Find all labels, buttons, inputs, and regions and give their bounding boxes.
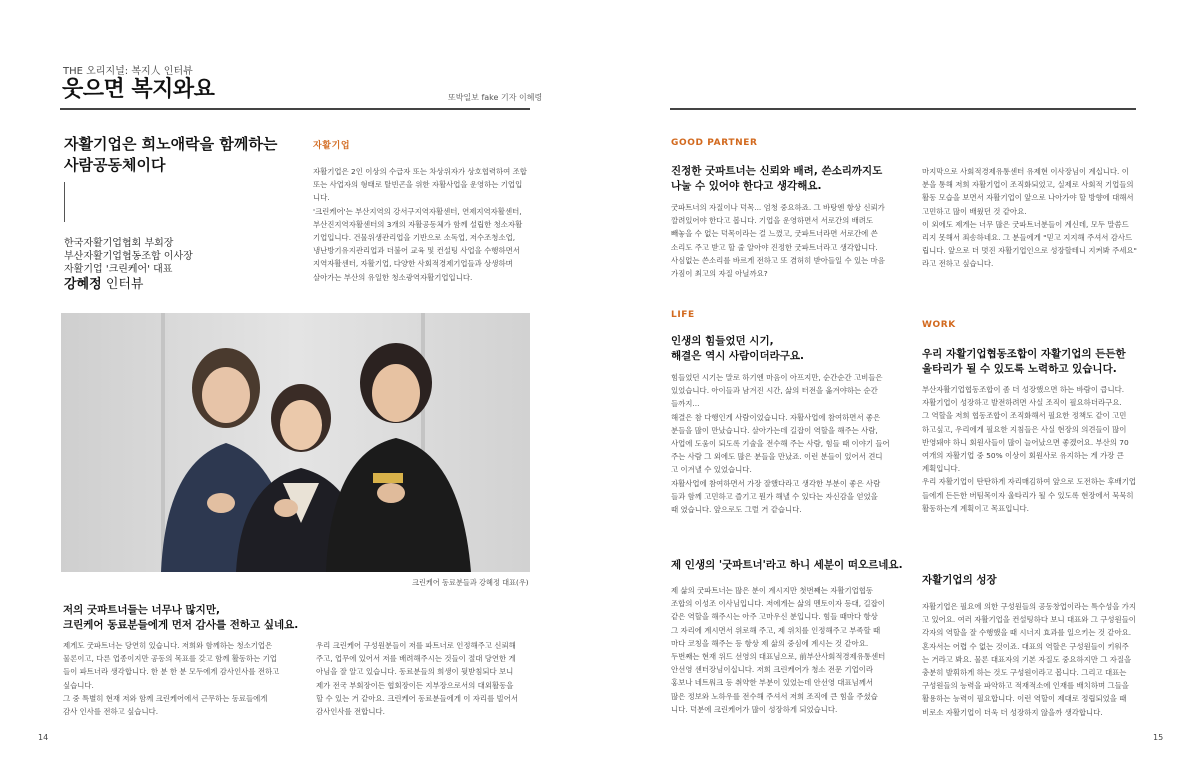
lead-heading: 자활기업은 희노애락을 함께하는 사람공동체이다: [64, 135, 278, 174]
work-text: 부산자활기업협동조합이 좀 더 성장했으면 하는 바람이 큽니다. 자활기업이 성장하고 발전하려면 사실 조직이 필요하더라구요. 그 역할을 저희 협동조합이 조직화해서 필요한 정책도 같이 고민 하고싶고, 우리에게 필요한 지침들은 사실 현장의 의견들이 많이 반영돼야 하니 회원사들이 많이 늘어났으면 좋겠어요. 부산의 70 여개의 자활기업 중 50% 이상이 회원사로 유지하는 게 가장 큰 계획입니다. 우리 자활기업이 탄탄하게 자리매김하여 앞으로 도전하는 후배기업 들에게 든든한 버팀목이자 울타리가 될 수 있도록 현장에서 묵묵히 활동하는게 계획이고 목표입니다.: [922, 385, 1137, 513]
growth-heading: 자활기업의 성장: [922, 574, 997, 586]
byline: 또박일보 fake 기자 이혜령: [448, 93, 543, 102]
work-heading: 우리 자활기업협동조합이 자활기업의 든든한 울타리가 될 수 있도록 노력하고 있습니다.: [922, 348, 1126, 375]
good-partner-text-continued: 마지막으로 사회적경제유통센터 유제현 이사장님이 계십니다. 이 분을 통해 저희 자활기업이 조직화되었고, 실제로 사회적 기업들의 활동 모습을 보면서 자활기업이 앞으로 나아가야 할 방향에 대해서 고민하고 많이 배웠던 것 같아요. 이 외에도 제게는 너무 많은 굿파트너분들이 계신데, 모두 말씀드 리지 못해서 죄송하네요. 그 분들에게 "믿고 지지해 주셔서 감사드 립니다. 앞으로 더 멋진 자활기업인으로 성장할테니 지켜봐 주세요" 라고 전하고 싶습니다.: [922, 167, 1137, 269]
q1-text-col2: 우리 크린케어 구성원분들이 저를 파트너로 인정해주고 신뢰해 주고, 업무에 있어서 저를 배려해주시는 것들이 절대 당연한 게 아님을 잘 알고 있습니다. 동료분들의 희생이 뒷받침되다 보니 제가 전국 부회장이든 협회장이든 지부장으로서의 대외활동을 할 수 있는 거 같아요. 크린케어 동료분들에게 이 자리를 빌어서 감사인사를 전합니다.: [316, 641, 518, 717]
interviewee-info: [64, 237, 193, 291]
life-label: LIFE: [671, 310, 695, 320]
q1-heading: 저의 굿파트너들는 너무나 많지만, 크린케어 동료분들에게 먼저 감사를 전하고 싶네요.: [63, 604, 299, 631]
interviewee-role: 자활기업 '크린케어' 대표: [64, 264, 173, 275]
page-number-right: 15: [1153, 733, 1164, 742]
good-partner-label: GOOD PARTNER: [671, 138, 758, 148]
photo-caption: 크린케어 동료분들과 강혜정 대표(우): [412, 578, 529, 587]
work-label: WORK: [922, 320, 956, 330]
q1-text-col1: 제게도 굿파트너는 당연히 있습니다. 저희와 함께하는 청소기업은 물론이고, 다른 업종이지만 공동의 목표를 갖고 함께 활동하는 기업 들이 파트너라 생각합니다. 한 분 한 분 모두에게 감사인사를 전하고 싶습니다. 그 중 특별히 현재 저와 함께 크린케어에서 근무하는 동료들에게 감사 인사를 전하고 싶습니다.: [63, 641, 280, 717]
interview-photo: [61, 313, 530, 572]
page-number-left: 14: [38, 733, 49, 742]
lead-divider: [64, 182, 65, 222]
interviewee-role: 부산자활기업협동조합 이사장: [64, 251, 193, 262]
benefactor-heading: 제 인생의 '굿파트너'라고 하니 세분이 떠오르네요.: [671, 559, 903, 571]
section-kicker: THE 오리지널: 복지人 인터뷰: [63, 66, 193, 77]
intro-text: 자활기업은 2인 이상의 수급자 또는 차상위자가 상호협력하여 조합 또는 사업자의 형태로 탈빈곤을 위한 자활사업을 운영하는 기업입 니다. '크린케어'는 부산지역의 강서구지역자활센터, 연제지역자활센터, 부산진지역자활센터의 3개의 자활공동체가 함께 설립한 청소자활 기업입니다. 건물위생관리업을 기반으로 소독업, 저수조청소업, 냉난방기유지관리업과 더불어 교육 및 컨설팅 사업을 수행하면서 지역자활센터, 자활기업, 다양한 사회적경제기업들과 상생하며 살아가는 부산의 유일한 청소광역자활기업입니다.: [313, 167, 527, 282]
life-heading: 인생의 힘들었던 시기, 해결은 역시 사람이더라구요.: [671, 335, 805, 362]
intro-label: 자활기업: [313, 141, 351, 151]
interviewee-role: 한국자활기업협회 부회장: [64, 238, 174, 249]
life-text: 힘들었던 시기는 말로 하기엔 마음이 아프지만, 순간순간 고비들은 있었습니다. 아이들과 남겨진 시간, 삶의 터전을 옮겨야하는 순간 들까지... 해결은 참 다행인게 사람이었습니다. 자활사업에 참여하면서 좋은 분들을 많이 만났습니다. 살아가는데 길잡이 역할을 해주는 사람, 사업에 도움이 되도록 기술을 전수해 주는 사람, 힘들 때 이야기 들어 주는 사람 그 외에도 많은 분들을 만났죠. 이런 분들이 있어서 견디 고 이겨낼 수 있었습니다. 자활사업에 참여하면서 가장 잘했다라고 생각한 부분이 좋은 사람 들과 함께 고민하고 즐기고 뭔가 해낼 수 있다는 자신감을 얻었을 때 였습니다. 앞으로도 그럴 거 같습니다.: [671, 373, 890, 515]
good-partner-heading: 진정한 굿파트너는 신뢰와 배려, 쓴소리까지도 나눌 수 있어야 한다고 생각해요.: [671, 165, 883, 192]
interviewee-name: 강혜정 인터뷰: [64, 277, 144, 292]
photo-illustration: [61, 313, 530, 572]
good-partner-text: 굿파트너의 자질이나 덕목... 엄청 중요하죠. 그 바탕엔 항상 신뢰가 깔려있어야 한다고 봅니다. 기업을 운영하면서 서로간의 배려도 빼놓을 수 없는 덕목이라는 걸 느꼈고, 굿파트너라면 서로간에 쓴 소리도 주고 받고 할 줄 알아야 진정한 굿파트너라고 생각합니다. 사심없는 쓴소리를 바르게 전하고 또 겸허히 받아들일 수 있는 마음 가짐이 최고의 자질 아닐까요?: [671, 203, 885, 279]
right-top-rule: [670, 108, 1136, 110]
benefactor-text: 제 삶의 굿파트너는 많은 분이 계시지만 첫번째는 자활기업협동 조합의 이성조 이사님입니다. 저에게는 삶의 멘토이자 등대, 길잡이 같은 역할을 해주시는 아주 고마우신 분입니다. 힘들 때마다 항상 그 자리에 계시면서 위로해 주고, 제 위치를 인정해주고 부족할 때 마다 코칭을 해주는 등 항상 제 삶의 중심에 계시는 것 같아요. 두번째는 현재 위드 선영의 대표님으로, 前부산사회적경제유통센터 안선영 센터장님이십니다. 저희 크린케어가 청소 전문 기업이라 홍보나 네트워크 등 취약한 부분이 있었는데 안선영 대표님께서 많은 정보와 노하우를 전수해 주셔서 저희 조직에 큰 힘을 주셨습 니다. 덕분에 크린케어가 많이 성장하게 되었습니다.: [671, 586, 886, 714]
growth-text: 자활기업은 필요에 의한 구성원들의 공동창업이라는 특수성을 가지 고 있어요. 여러 자활기업을 컨설팅하다 보니 대표와 그 구성원들이 각자의 역할을 잘 수행했을 때 시너지 효과를 일으키는 것 같아요. 혼자서는 어렵 수 없는 것이죠. 대표의 역할은 구성원들이 키워주 는 거라고 봐요. 물론 대표자의 기본 자질도 중요하지만 그 자질을 충분히 발휘하게 하는 것도 구성원이라고 봅니다. 그리고 대표는 구성원들의 능력을 파악하고 적재적소에 인재를 배치하며 그들을 활용하는 능력이 필요합니다. 이런 역할이 제대로 정립되었을 때 비로소 자활기업이 더욱 더 성장하지 않을까 생각합니다.: [922, 602, 1137, 717]
title-rule: [60, 108, 530, 110]
page-title: 웃으면 복지와요: [62, 77, 215, 102]
